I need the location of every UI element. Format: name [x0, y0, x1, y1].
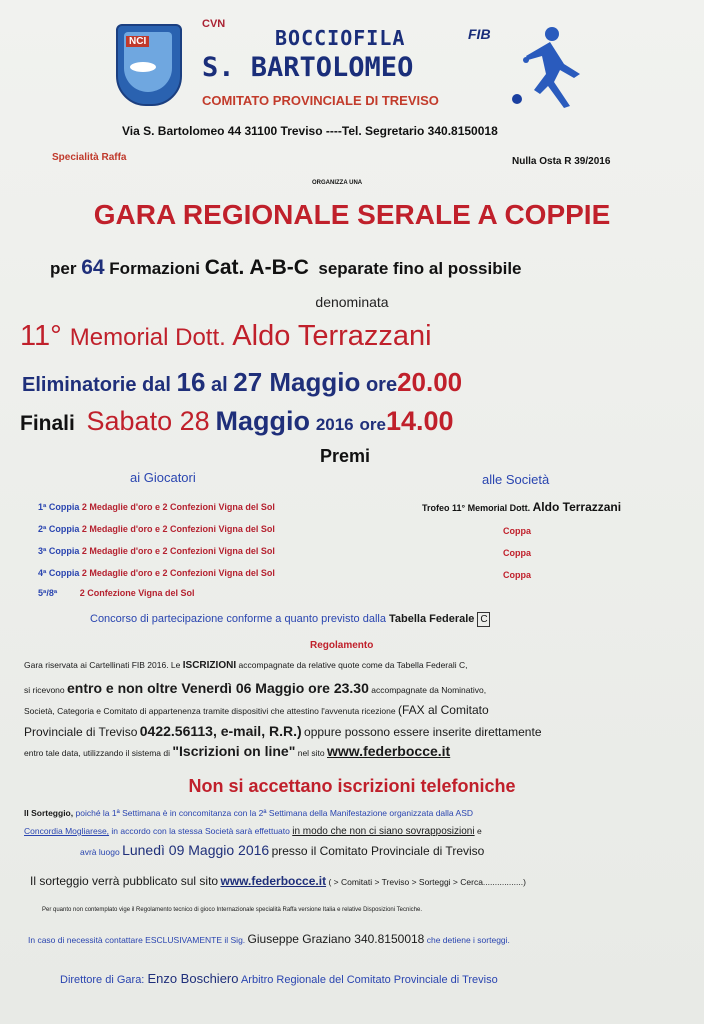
society-coppa-3: Coppa: [503, 548, 531, 558]
player-prize-3: 3ª Coppia 2 Medaglie d'oro e 2 Confezioni Vigna del Sol: [38, 546, 275, 556]
player-prize-5: 5ª/8ª 2 Confezione Vigna del Sol: [38, 588, 195, 598]
rules-line-5: entro tale data, utilizzando il sistema di "Iscrizioni on line" nel sito www.federbocce.it: [24, 743, 451, 759]
nulla-osta-label: Nulla Osta R 39/2016: [512, 156, 611, 167]
regulation-note: Per quanto non contemplato vige il Regolamento tecnico di gioco Internazionale specialità Raffa versione Italia e relative Disposizioni Tecniche.: [42, 907, 423, 913]
rules-line-1: Gara riservata ai Cartellinati FIB 2016. Le ISCRIZIONI accompagnate da relative quote come da Tabella Federali C,: [24, 660, 468, 671]
address-line: Via S. Bartolomeo 44 31100 Treviso ----Tel. Segretario 340.8150018: [122, 124, 498, 138]
contact-line: In caso di necessità contattare ESCLUSIVAMENTE il Sig. Giuseppe Graziano 340.8150018 che detiene i sorteggi.: [28, 932, 510, 946]
eliminatorie-line: Eliminatorie dal 16 al 27 Maggio ore20.00: [22, 367, 463, 397]
players-heading: ai Giocatori: [130, 470, 196, 485]
organizza-label: ORGANIZZA UNA: [312, 180, 363, 186]
sorteggio-line-2: Concordia Mogliarese, in accordo con la stessa Società sarà effettuato in modo che non ci siano sovrapposizioni e: [24, 826, 482, 837]
club-name: S. BARTOLOMEO: [202, 52, 414, 83]
society-coppa-2: Coppa: [503, 526, 531, 536]
concorso-line: Concorso di partecipazione conforme a quanto previsto dalla Tabella Federale C: [90, 612, 490, 627]
nci-shield-logo: [116, 24, 182, 106]
logo-text: NCI: [126, 36, 149, 47]
no-phone-notice: Non si accettano iscrizioni telefoniche: [188, 776, 516, 796]
federbocce-link[interactable]: www.federbocce.it: [327, 743, 451, 759]
sorteggio-line-1: Il Sorteggio, poiché la 1ª Settimana è in concomitanza con la 2ª Settimana della Manifestazione organizzata dalla ASD: [24, 808, 474, 818]
club-line1: BOCCIOFILA: [275, 26, 406, 50]
director-line: Direttore di Gara: Enzo Boschiero Arbitro Regionale del Comitato Provinciale di Treviso: [60, 971, 498, 986]
federbocce-link-2[interactable]: www.federbocce.it: [220, 874, 327, 888]
specialty-label: Specialità Raffa: [52, 152, 127, 163]
regolamento-heading: Regolamento: [310, 640, 374, 651]
publication-line: Il sorteggio verrà pubblicato sul sito www.federbocce.it ( > Comitati > Treviso > Sorteggi > Cerca.................): [30, 874, 526, 888]
sorteggio-line-3: avrà luogo Lunedì 09 Maggio 2016 presso il Comitato Provinciale di Treviso: [80, 842, 485, 858]
committee-label: COMITATO PROVINCIALE DI TREVISO: [202, 93, 439, 108]
player-prize-1: 1ª Coppia 2 Medaglie d'oro e 2 Confezioni Vigna del Sol: [38, 502, 275, 512]
federation-label: FIB: [468, 26, 491, 42]
prizes-heading: Premi: [320, 446, 371, 466]
finali-line: Finali Sabato 28 Maggio 2016 ore14.00: [20, 406, 454, 436]
society-trofeo: Trofeo 11° Memorial Dott. Aldo Terrazzani: [422, 500, 622, 514]
crown-logo: CVN: [202, 18, 226, 30]
event-title: GARA REGIONALE SERALE A COPPIE: [93, 199, 611, 230]
memorial-title: 11° Memorial Dott. Aldo Terrazzani: [20, 320, 432, 352]
denominata-label: denominata: [315, 294, 389, 310]
event-subline: per 64 Formazioni Cat. A-B-C separate fino al possibile: [50, 256, 522, 279]
rules-line-4: Provinciale di Treviso 0422.56113, e-mail, R.R.) oppure possono essere inserite direttamente: [24, 723, 542, 739]
player-prize-2: 2ª Coppia 2 Medaglie d'oro e 2 Confezioni Vigna del Sol: [38, 524, 275, 534]
rules-line-2: si ricevono entro e non oltre Venerdì 06 Maggio ore 23.30 accompagnate da Nominativo,: [24, 680, 487, 696]
bocce-player-icon: [520, 22, 604, 112]
rules-line-3: Società, Categoria e Comitato di appartenenza tramite dispositivi che attestino l'avvenuta ricezione (FAX al Comitato: [24, 703, 489, 717]
society-heading: alle Società: [482, 472, 550, 487]
society-coppa-4: Coppa: [503, 570, 531, 580]
player-prize-4: 4ª Coppia 2 Medaglie d'oro e 2 Confezioni Vigna del Sol: [38, 568, 275, 578]
